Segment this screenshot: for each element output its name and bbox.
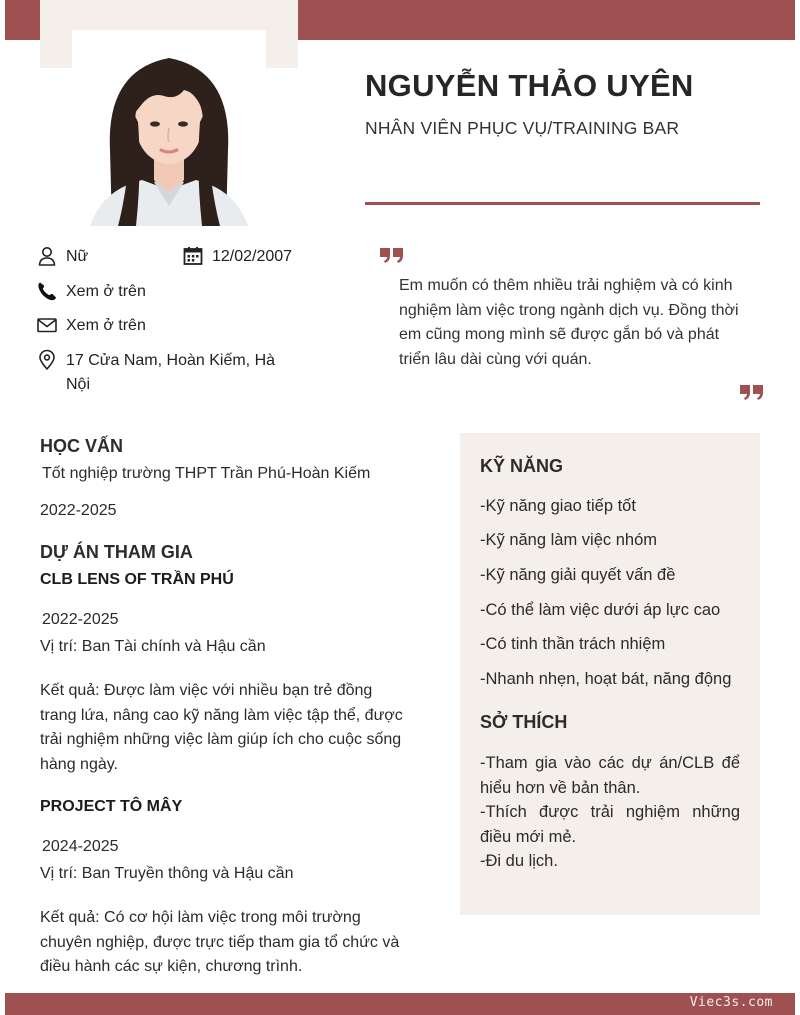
address-row	[36, 349, 296, 397]
skills-heading: KỸ NĂNG	[480, 456, 564, 476]
project-position: Vị trí: Ban Tài chính và Hậu cần	[40, 638, 266, 655]
project-result: Kết quả: Được làm việc với nhiều bạn trẻ đồng trang lứa, nâng cao kỹ năng làm việc tập thể, được trải nghiệm những việc làm giúp ích cho cuộc sống hàng ngày.	[40, 682, 403, 773]
phone-row	[36, 280, 146, 304]
phone-value: Xem ở trên	[66, 283, 146, 300]
skill-item: -Kỹ năng làm việc nhóm	[480, 531, 657, 549]
skill-item: -Có tinh thần trách nhiệm	[480, 635, 666, 653]
education-heading: HỌC VẤN	[40, 436, 124, 456]
project-name: PROJECT TÔ MÂY	[40, 798, 183, 815]
title-divider	[365, 202, 760, 205]
skill-item: -Kỹ năng giải quyết vấn đề	[480, 566, 676, 584]
calendar-icon	[182, 245, 204, 267]
quote-open-icon	[379, 246, 405, 264]
projects-heading: DỰ ÁN THAM GIA	[40, 542, 193, 562]
project-years: 2024-2025	[42, 838, 119, 855]
email-row	[36, 314, 146, 338]
education-school: Tốt nghiệp trường THPT Trần Phú-Hoàn Kiếm	[42, 465, 371, 482]
profile-photo	[72, 30, 266, 226]
project-result: Kết quả: Có cơ hội làm việc trong môi trường chuyên nghiệp, được trực tiếp tham gia tổ chức và điều hành các sự kiện, chương trình.	[40, 909, 400, 976]
hobby-item: -Tham gia vào các dự án/CLB để hiểu hơn về bản thân.	[480, 754, 740, 797]
job-title: NHÂN VIÊN PHỤC VỤ/TRAINING BAR	[365, 118, 680, 138]
site-watermark: Viec3s.com	[689, 995, 773, 1010]
gender-value: Nữ	[66, 248, 89, 265]
project-name: CLB LENS OF TRẦN PHÚ	[40, 571, 234, 588]
skill-item: -Có thể làm việc dưới áp lực cao	[480, 601, 721, 619]
address-value: 17 Cửa Nam, Hoàn Kiếm, Hà Nội	[66, 352, 276, 393]
birthday-value: 12/02/2007	[212, 248, 293, 265]
hobby-item: -Đi du lịch.	[480, 852, 558, 870]
project-years: 2022-2025	[42, 611, 119, 628]
skill-item: -Kỹ năng giao tiếp tốt	[480, 497, 636, 515]
skill-item: -Nhanh nhẹn, hoạt bát, năng động	[480, 670, 732, 688]
candidate-name: NGUYỄN THẢO UYÊN	[365, 68, 694, 103]
footer-bar	[5, 993, 795, 1015]
career-objective: Em muốn có thêm nhiều trải nghiệm và có kinh nghiệm làm việc trong ngành dịch vụ. Đồng thời em cũng mong mình sẽ được gắn bó và phát triển lâu dài cùng với quán.	[399, 277, 739, 368]
education-years: 2022-2025	[40, 502, 117, 519]
phone-icon	[36, 280, 58, 302]
location-pin-icon	[36, 349, 58, 371]
hobby-item: -Thích được trải nghiệm những điều mới mẻ.	[480, 803, 740, 846]
email-value: Xem ở trên	[66, 317, 146, 334]
gender-row	[36, 245, 88, 269]
quote-close-icon	[739, 383, 765, 401]
project-position: Vị trí: Ban Truyền thông và Hậu cần	[40, 865, 294, 882]
birthday-row	[182, 245, 292, 269]
hobbies-heading: SỞ THÍCH	[480, 712, 568, 732]
mail-icon	[36, 314, 58, 336]
user-icon	[36, 245, 58, 267]
